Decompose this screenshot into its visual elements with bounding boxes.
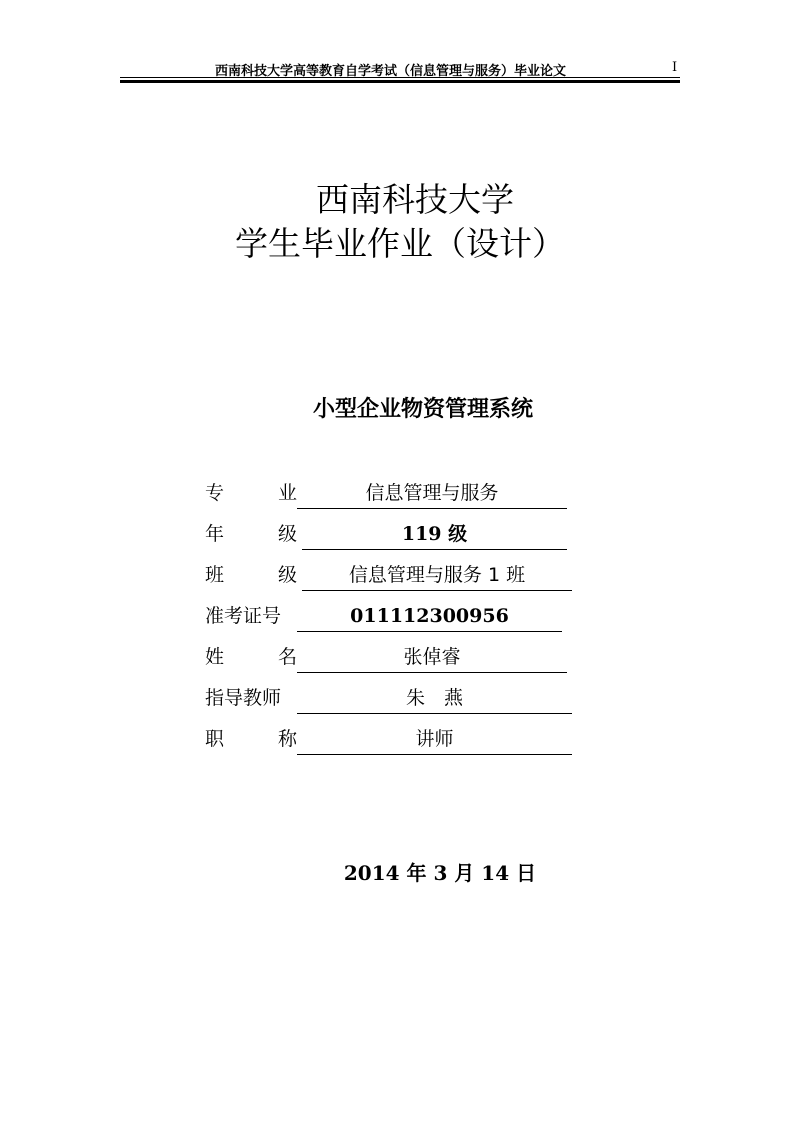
info-row-major (205, 478, 585, 519)
info-value-class: 信息管理与服务 1 班 (302, 560, 572, 591)
header-rule-thick (120, 80, 680, 83)
info-value-grade: 119 级 (302, 519, 567, 550)
info-label: 姓 名 (205, 646, 297, 668)
info-label: 专 业 (205, 482, 297, 504)
running-header-title: 西南科技大学高等教育自学考试（信息管理与服务）毕业论文 (215, 64, 567, 79)
info-value-exam-id: 011112300956 (297, 601, 562, 632)
info-value-advisor: 朱 燕 (297, 683, 572, 714)
student-info-table (205, 478, 585, 765)
info-label: 年 级 (205, 523, 297, 545)
page-number: I (672, 60, 678, 75)
cover-title-block (0, 178, 800, 266)
project-title: 小型企业物资管理系统 (312, 397, 533, 422)
info-value-name: 张倬睿 (297, 642, 567, 673)
info-label: 班 级 (205, 564, 297, 586)
university-name: 西南科技大学 (316, 180, 514, 219)
info-label: 准考证号 (205, 605, 282, 627)
header-rule-thin (120, 77, 680, 78)
info-label: 指导教师 (205, 687, 282, 709)
info-value-major: 信息管理与服务 (297, 478, 567, 509)
info-row-title (205, 724, 585, 765)
info-row-class (205, 560, 585, 601)
info-row-grade (205, 519, 585, 560)
submission-date: 2014 年 3 月 14 日 (343, 861, 537, 885)
info-value-title: 讲师 (297, 724, 572, 755)
info-row-name (205, 642, 585, 683)
running-header (0, 0, 800, 90)
info-row-exam-id (205, 601, 585, 642)
document-type-title: 学生毕业作业（设计） (235, 224, 565, 263)
info-row-advisor (205, 683, 585, 724)
info-label: 职 称 (205, 728, 297, 750)
